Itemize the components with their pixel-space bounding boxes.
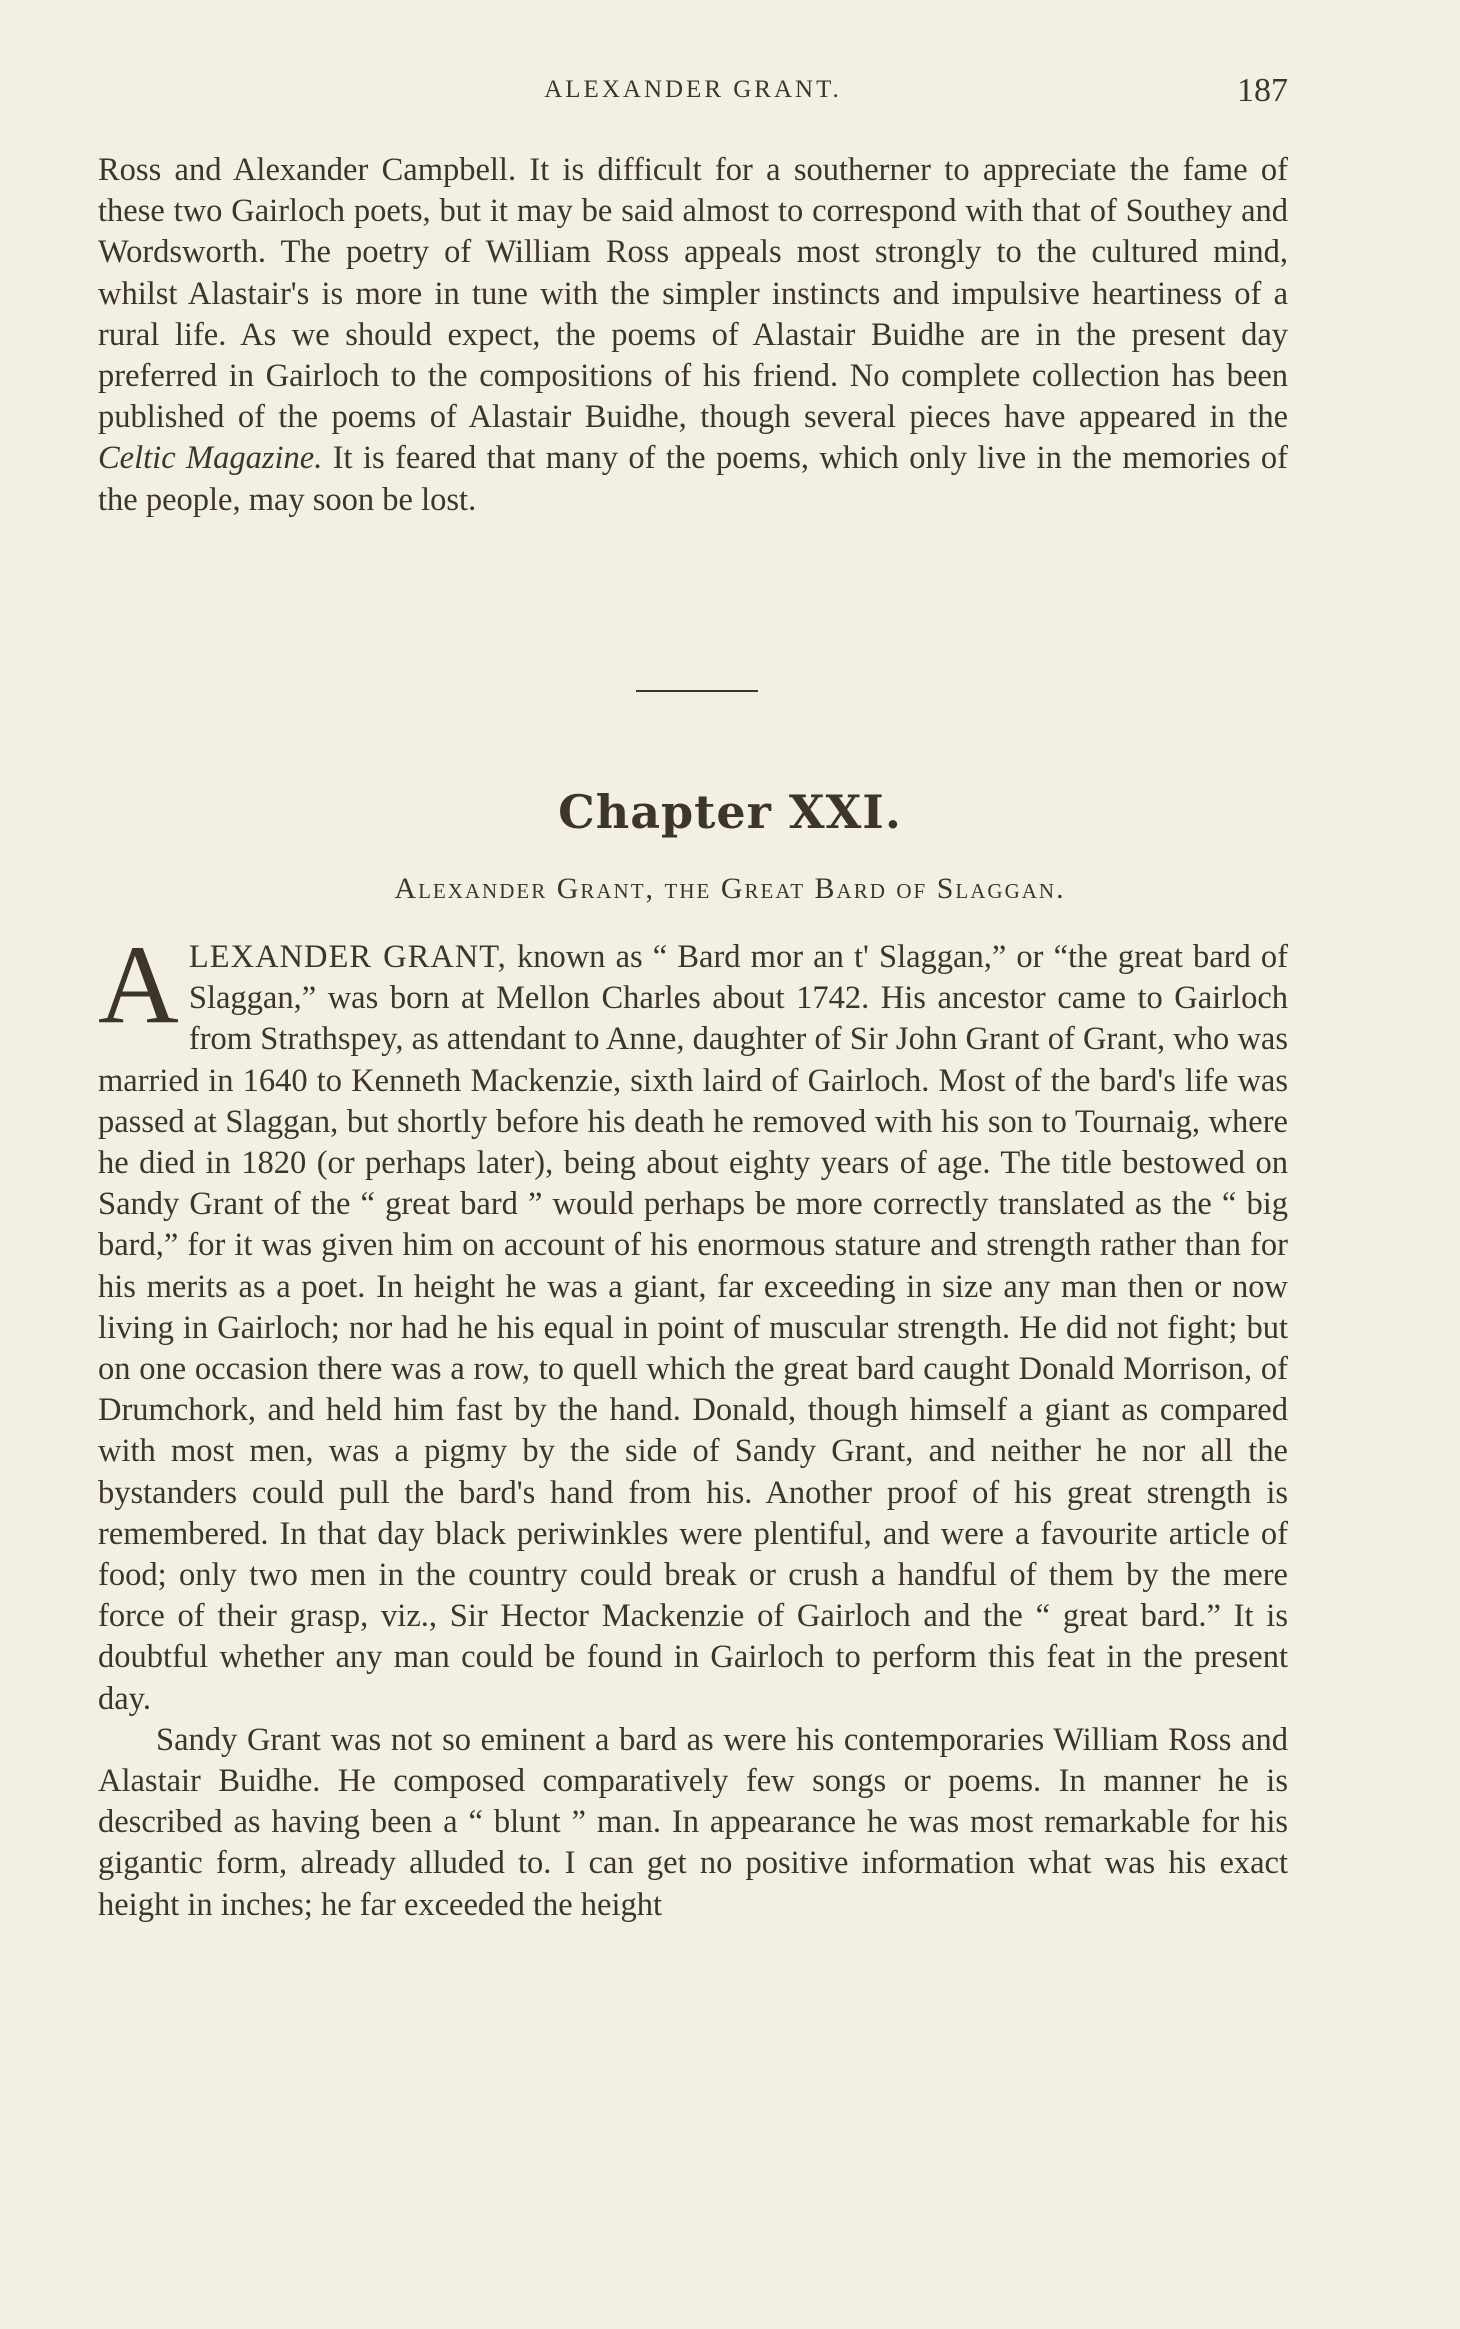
paragraph-1 bbox=[98, 923, 1288, 1720]
paragraph-2: Sandy Grant was not so eminent a bard as were his contemporaries William Ross and Alastair Buidhe. He composed comparatively few songs or poems. In manner he is described as having been a “ blunt ” man. In appearance he was most remarkable for his gigantic form, already alluded to. I can get no positive information what was his exact height in inches; he far exceeded the height bbox=[98, 1721, 1288, 1923]
chapter-title: Chapter XXI. bbox=[558, 785, 902, 839]
chapter-body bbox=[98, 923, 1288, 1926]
running-head bbox=[98, 72, 1288, 112]
page-number: 187 bbox=[1237, 72, 1288, 109]
paragraph-text-end: It is feared that many of the poems, which only live in the memories of the people, may soon be lost. bbox=[98, 440, 1288, 518]
drop-cap: A bbox=[98, 923, 179, 1047]
continuation-paragraph bbox=[98, 150, 1288, 521]
opening-caps: LEXANDER GRANT, bbox=[188, 939, 507, 975]
section-divider bbox=[636, 690, 758, 692]
continuation-paragraph-text bbox=[98, 150, 1288, 521]
paragraph-text: Ross and Alexander Campbell. It is difficult for a southerner to appreciate the fame of these two Gairloch poets, but it may be said almost to correspond with that of Southey and Wordsworth. The poetry of William Ross appeals most strongly to the cultured mind, whilst Alastair's is more in tune with the simpler instincts and impulsive heartiness of a rural life. As we should expect, the poems of Alastair Buidhe are in the present day preferred in Gairloch to the compositions of his friend. No complete collection has been published of the poems of Alastair Buidhe, though several pieces have appeared in the bbox=[98, 152, 1288, 436]
chapter-subtitle: Alexander Grant, the Great Bard of Slaggan. bbox=[394, 872, 1066, 905]
italic-title: Celtic Magazine. bbox=[98, 440, 323, 477]
running-title: ALEXANDER GRANT. bbox=[544, 76, 842, 103]
paragraph-1-text: known as “ Bard mor an t' Slaggan,” or “the great bard of Slaggan,” was born at Mellon Charles about 1742. His ancestor came to Gairloch from Strathspey, as attendant to Anne, daughter of Sir John Grant of Grant, who was married in 1640 to Kenneth Mackenzie, sixth laird of Gairloch. Most of the bard's life was passed at Slaggan, but shortly before his death he removed with his son to Tournaig, where he died in 1820 (or perhaps later), being about eighty years of age. The title bestowed on Sandy Grant of the “ great bard ” would perhaps be more correctly translated as the “ big bard,” for it was given him on account of his enormous stature and strength rather than for his merits as a poet. In height he was a giant, far exceeding in size any man then or now living in Gairloch; nor had he his equal in point of muscular strength. He did not fight; but on one occasion there was a row, to quell which the great bard caught Donald Morrison, of Drumchork, and held him fast by the hand. Donald, though himself a giant as compared with most men, was a pigmy by the side of Sandy Grant, and neither he nor all the bystanders could pull the bard's hand from his. Another proof of his great strength is remembered. In that day black periwinkles were plentiful, and were a favourite article of food; only two men in the country could break or crush a handful of them by the mere force of their grasp, viz., Sir Hector Mackenzie of Gairloch and the “ great bard.” It is doubtful whether any man could be found in Gairloch to perform this feat in the present day. bbox=[98, 939, 1288, 1717]
